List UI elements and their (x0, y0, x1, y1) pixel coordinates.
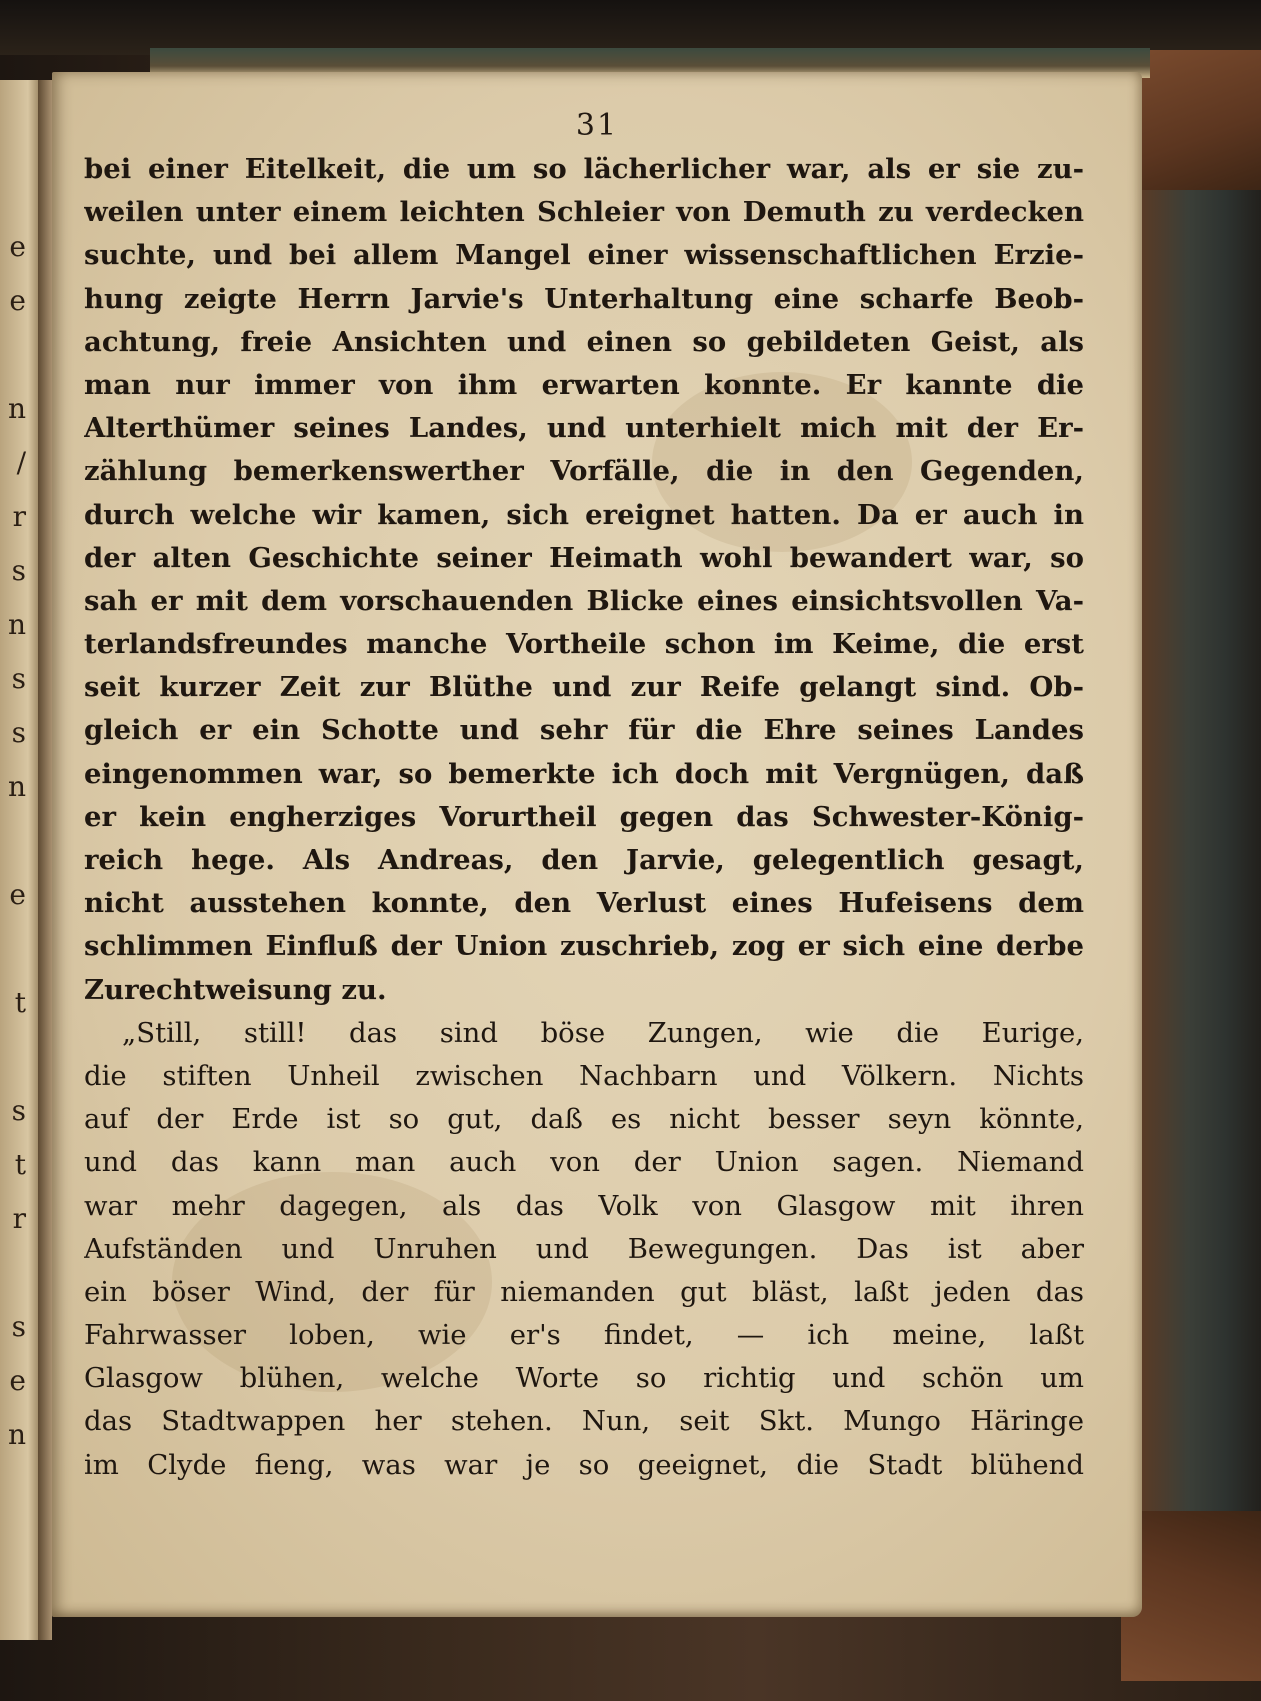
fragment (2, 824, 32, 878)
text-line: man nur immer von ihm erwarten konnte. Er kannte die (84, 368, 1084, 401)
leather-corner-bottom (1121, 1511, 1261, 1681)
fragment: n (7, 608, 26, 641)
fragment (2, 932, 32, 986)
fragment: e (9, 878, 26, 911)
fragment: s (11, 1310, 26, 1343)
fragment: r (12, 500, 26, 533)
fragment: n (7, 1418, 26, 1451)
fragment: s (11, 662, 26, 695)
fragment (2, 1472, 32, 1526)
text-line: durch welche wir kamen, sich ereignet hatten. Da er auch in (84, 498, 1084, 531)
text-line: achtung, freie Ansichten und einen so gebildeten Geist, als (84, 325, 1084, 358)
text-line: Zurechtweisung zu. (84, 973, 387, 1006)
text-line: das Stadtwappen her stehen. Nun, seit Skt. Mungo Häringe (84, 1405, 1084, 1438)
back-cover-board (1139, 50, 1261, 1680)
text-line: war mehr dagegen, als das Volk von Glasgow mit ihren (84, 1189, 1084, 1222)
text-line: suchte, und bei allem Mangel einer wissenschaftlichen Erzie- (84, 239, 1084, 272)
fragment (2, 1040, 32, 1094)
text-line: Fahrwasser loben, wie er's findet, — ich meine, laßt (84, 1319, 1084, 1352)
text-line: reich hege. Als Andreas, den Jarvie, gelegentlich gesagt, (84, 844, 1084, 876)
text-line: schlimmen Einfluß der Union zuschrieb, zog er sich eine derbe (84, 930, 1084, 963)
fragment: e (9, 1364, 26, 1397)
text-line: „Still, still! das sind böse Zungen, wie die Eurige, (122, 1016, 1084, 1049)
text-line: weilen unter einem leichten Schleier von Demuth zu verdecken (84, 196, 1084, 229)
text-line: Glasgow blühen, welche Worte so richtig und schön um (84, 1362, 1084, 1395)
fragment: n (7, 770, 26, 803)
text-line: nicht ausstehen konnte, den Verlust eines Hufeisens dem (84, 887, 1084, 920)
fragment: s (11, 1094, 26, 1127)
text-line: und das kann man auch von der Union sagen. Niemand (84, 1146, 1084, 1179)
text-line: sah er mit dem vorschauenden Blicke eines einsichtsvollen Va- (84, 584, 1084, 617)
fragment: / (16, 446, 26, 479)
leather-corner-top (1131, 50, 1261, 190)
fragment (2, 1256, 32, 1310)
text-line: terlandsfreundes manche Vortheile schon im Keime, die erst (84, 628, 1084, 661)
fragment: e (9, 284, 26, 317)
book-gutter (38, 80, 52, 1640)
text-line: eingenommen war, so bemerkte ich doch mit Vergnügen, daß (84, 757, 1084, 790)
text-line: bei einer Eitelkeit, die um so lächerlicher war, als er sie zu- (84, 153, 1084, 185)
text-line: zählung bemerkenswerther Vorfälle, die in den Gegenden, (84, 455, 1084, 488)
fragment: s (11, 716, 26, 749)
text-line: Aufständen und Unruhen und Bewegungen. Das ist aber (84, 1232, 1084, 1265)
text-line: ein böser Wind, der für niemanden gut bläst, laßt jeden das (84, 1275, 1084, 1308)
text-line: seit kurzer Zeit zur Blüthe und zur Reife gelangt sind. Ob- (84, 671, 1084, 704)
fragment: n (7, 392, 26, 425)
fragment: e (9, 230, 26, 263)
page-number: 31 (575, 108, 619, 143)
fragment: s (11, 554, 26, 587)
fragment (2, 338, 32, 392)
top-shadow (0, 0, 1261, 55)
book-page (52, 72, 1142, 1617)
text-line: auf der Erde ist so gut, daß es nicht besser seyn könnte, (84, 1103, 1084, 1136)
text-line: Alterthümer seines Landes, und unterhielt mich mit der Er- (84, 412, 1084, 445)
text-line: die stiften Unheil zwischen Nachbarn und Völkern. Nichts (84, 1059, 1084, 1092)
text-line: er kein engherziges Vorurtheil gegen das Schwester-König- (84, 800, 1084, 833)
left-page-edge (0, 80, 40, 1640)
text-line: der alten Geschichte seiner Heimath wohl bewandert war, so (84, 541, 1084, 574)
left-page-fragments (2, 230, 32, 1530)
text-line: hung zeigte Herrn Jarvie's Unterhaltung eine scharfe Beob- (84, 282, 1084, 315)
text-line: im Clyde fieng, was war je so geeignet, die Stadt blühend (84, 1448, 1084, 1481)
fragment: t (14, 986, 26, 1019)
body-text (84, 148, 1084, 1487)
text-line: gleich er ein Schotte und sehr für die Ehre seines Landes (84, 714, 1084, 747)
fragment: t (14, 1148, 26, 1181)
fragment: r (12, 1202, 26, 1235)
